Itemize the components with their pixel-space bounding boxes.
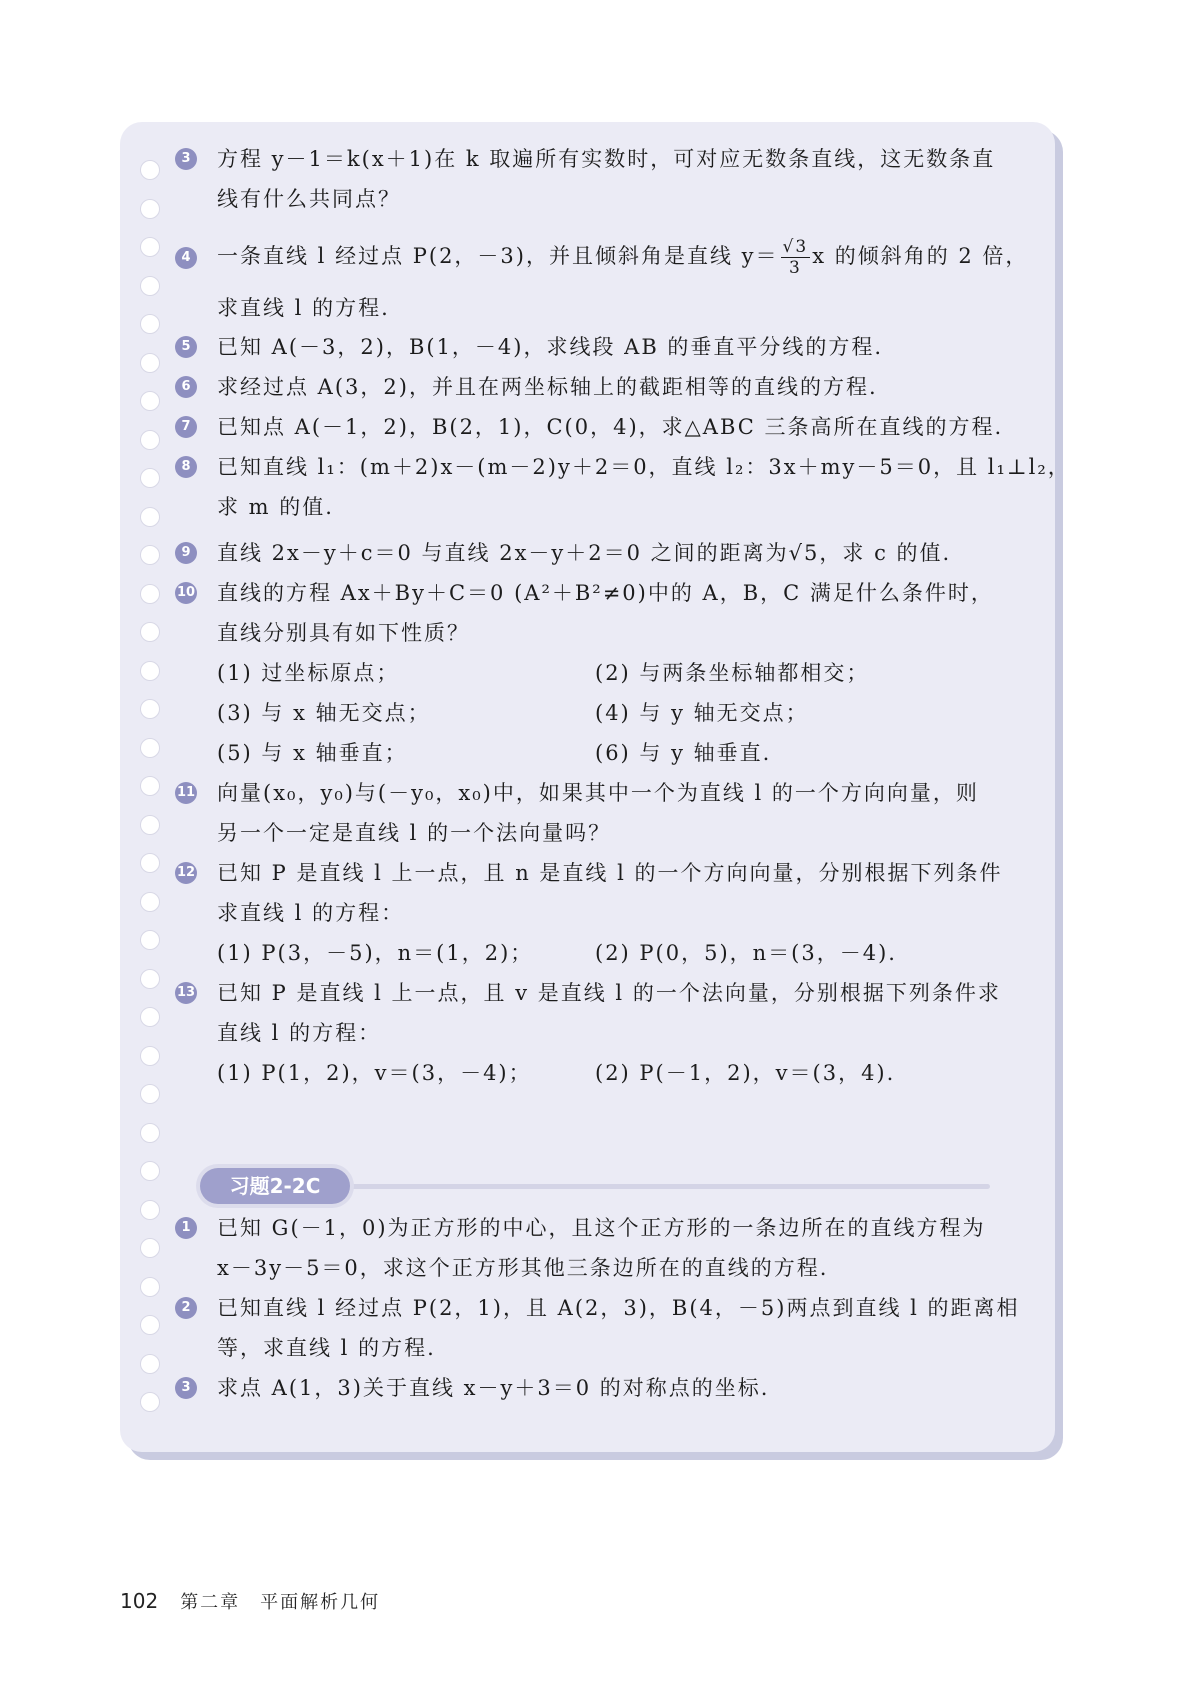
exercise-number: 4 <box>175 247 197 269</box>
exercise-text: 直线分别具有如下性质？ <box>217 621 470 645</box>
exercise-text: 求直线 l 的方程： <box>217 901 405 925</box>
exercise-text: 已知 P 是直线 l 上一点，且 n 是直线 l 的一个方向向量，分别根据下列条件 <box>217 861 1003 885</box>
exercise-text-part: 一条直线 l 经过点 P(2，－3)，并且倾斜角是直线 y＝ <box>217 244 779 268</box>
sub-question: (1) P(1，2)，v＝(3，－4)； <box>217 1061 532 1085</box>
exercise-number: 7 <box>175 416 197 438</box>
exercise-number: 9 <box>175 542 197 564</box>
exercise-number: 6 <box>175 376 197 398</box>
exercise-text: 方程 y－1＝k(x＋1)在 k 取遍所有实数时，可对应无数条直线，这无数条直 <box>217 147 996 171</box>
exercise-text: 求经过点 A(3，2)，并且在两坐标轴上的截距相等的直线的方程. <box>217 375 878 399</box>
binder-hole <box>140 199 160 219</box>
exercise-text: 已知直线 l 经过点 P(2，1)，且 A(2，3)，B(4，－5)两点到直线 l 的距离相 <box>217 1296 1020 1320</box>
exercise-number: 10 <box>175 582 197 604</box>
sub-question: (2) P(－1，2)，v＝(3，4). <box>595 1061 896 1085</box>
exercise-text: 直线 2x－y＋c＝0 与直线 2x－y＋2＝0 之间的距离为√5，求 c 的值. <box>217 541 952 565</box>
sub-question: (2) 与两条坐标轴都相交； <box>595 661 870 685</box>
exercise-text: x－3y－5＝0，求这个正方形其他三条边所在的直线的方程. <box>217 1256 829 1280</box>
exercise-text-part: x 的倾斜角的 2 倍， <box>812 244 1029 268</box>
exercise-number: 12 <box>175 862 197 884</box>
exercise-text: 求 m 的值. <box>217 495 334 519</box>
exercise-text: 已知 G(－1，0)为正方形的中心，且这个正方形的一条边所在的直线方程为 <box>217 1216 986 1240</box>
exercise-text: 另一个一定是直线 l 的一个法向量吗？ <box>217 821 612 845</box>
binder-hole <box>140 545 160 565</box>
sub-question: (6) 与 y 轴垂直. <box>595 741 772 765</box>
section-tag: 习题2-2C <box>200 1168 350 1204</box>
exercise-number: 13 <box>175 982 197 1004</box>
exercise-text: 直线 l 的方程： <box>217 1021 382 1045</box>
exercise-text <box>217 237 1028 278</box>
binder-hole <box>140 661 160 681</box>
exercise-number: 1 <box>175 1217 197 1239</box>
exercise-number: 2 <box>175 1297 197 1319</box>
binder-hole <box>140 738 160 758</box>
page-footer <box>120 1588 380 1614</box>
binder-hole <box>140 237 160 257</box>
sub-question: (5) 与 x 轴垂直； <box>217 741 408 765</box>
exercise-number: 8 <box>175 456 197 478</box>
binder-hole <box>140 160 160 180</box>
binder-hole <box>140 930 160 950</box>
binder-hole <box>140 1161 160 1181</box>
binder-hole <box>140 276 160 296</box>
binder-hole <box>140 1084 160 1104</box>
fraction <box>781 237 811 278</box>
fraction-numerator: √3 <box>782 237 809 257</box>
exercise-text: 已知点 A(－1，2)，B(2，1)，C(0，4)，求△ABC 三条高所在直线的方程. <box>217 415 1004 439</box>
binder-hole <box>140 1277 160 1297</box>
exercise-text: 直线的方程 Ax＋By＋C＝0 (A²＋B²≠0)中的 A，B，C 满足什么条件时， <box>217 581 994 605</box>
binder-hole <box>140 969 160 989</box>
binder-hole <box>140 1354 160 1374</box>
binder-hole <box>140 1007 160 1027</box>
binder-hole <box>140 430 160 450</box>
exercise-text: 求点 A(1，3)关于直线 x－y＋3＝0 的对称点的坐标. <box>217 1376 770 1400</box>
exercise-text: 已知 A(－3，2)，B(1，－4)，求线段 AB 的垂直平分线的方程. <box>217 335 884 359</box>
binder-hole <box>140 853 160 873</box>
sub-question: (2) P(0，5)，n＝(3，－4). <box>595 941 897 965</box>
exercise-number: 3 <box>175 148 197 170</box>
binder-hole <box>140 353 160 373</box>
chapter-title: 第二章 平面解析几何 <box>180 1592 381 1613</box>
exercise-text: 线有什么共同点？ <box>217 187 401 211</box>
binder-hole <box>140 892 160 912</box>
binder-hole <box>140 815 160 835</box>
binder-hole <box>140 1123 160 1143</box>
exercise-text: 向量(x₀，y₀)与(－y₀，x₀)中，如果其中一个为直线 l 的一个方向向量，则 <box>217 781 979 805</box>
sub-question: (4) 与 y 轴无交点； <box>595 701 809 725</box>
binder-hole <box>140 1238 160 1258</box>
section-divider <box>340 1184 990 1189</box>
binder-hole <box>140 1200 160 1220</box>
sub-question: (1) 过坐标原点； <box>217 661 400 685</box>
sub-question: (3) 与 x 轴无交点； <box>217 701 431 725</box>
exercise-text: 求直线 l 的方程. <box>217 296 390 320</box>
binder-hole <box>140 1046 160 1066</box>
fraction-denominator: 3 <box>788 258 802 278</box>
binder-hole <box>140 1392 160 1412</box>
binder-hole <box>140 391 160 411</box>
binder-hole <box>140 584 160 604</box>
binder-hole <box>140 622 160 642</box>
exercise-number: 5 <box>175 336 197 358</box>
binder-hole <box>140 507 160 527</box>
exercise-text: 已知直线 l₁：(m＋2)x－(m－2)y＋2＝0，直线 l₂：3x＋my－5＝0，且 l₁⊥l₂， <box>217 455 1071 479</box>
binder-hole <box>140 776 160 796</box>
binder-hole <box>140 699 160 719</box>
sub-question: (1) P(3，－5)，n＝(1，2)； <box>217 941 534 965</box>
exercise-text: 等，求直线 l 的方程. <box>217 1336 436 1360</box>
exercise-number: 11 <box>175 782 197 804</box>
page-number: 102 <box>120 1589 159 1613</box>
binder-hole <box>140 468 160 488</box>
binder-hole <box>140 314 160 334</box>
exercise-number: 3 <box>175 1377 197 1399</box>
exercise-text: 已知 P 是直线 l 上一点，且 v 是直线 l 的一个法向量，分别根据下列条件求 <box>217 981 1001 1005</box>
binder-hole <box>140 1315 160 1335</box>
